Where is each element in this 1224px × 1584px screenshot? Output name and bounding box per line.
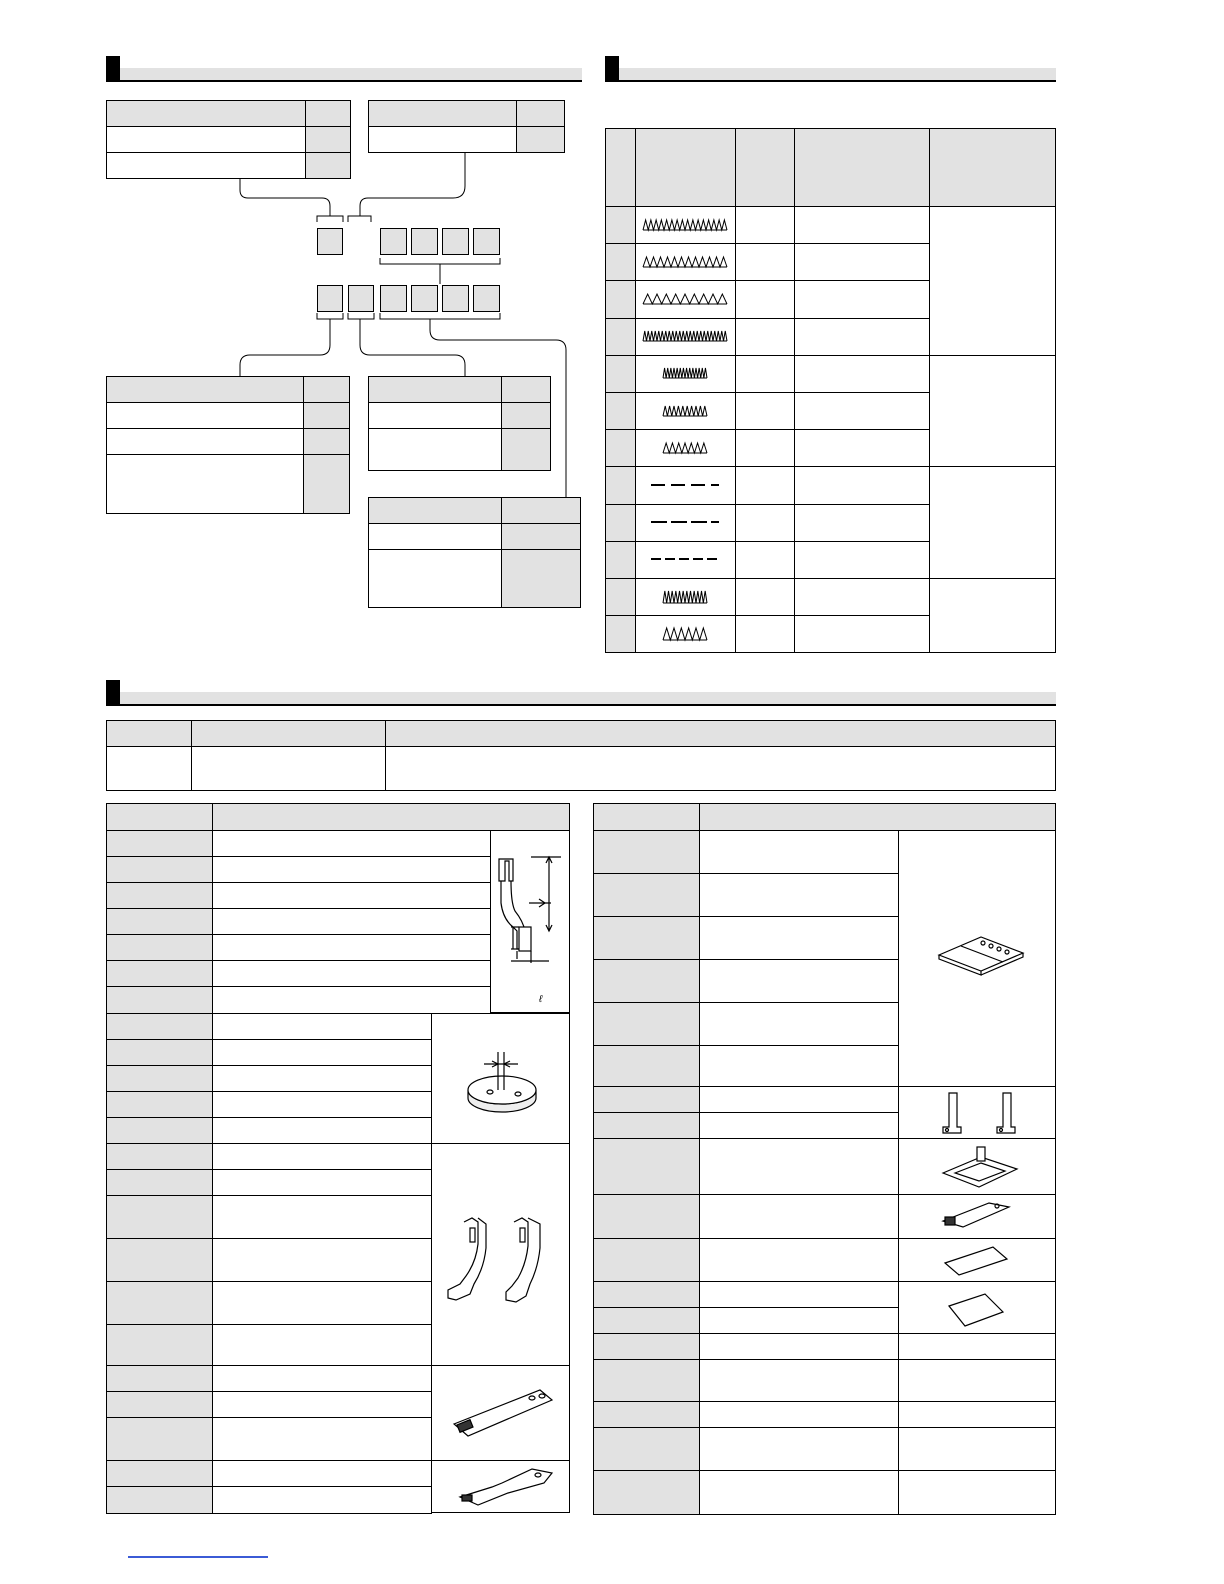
sheet-plate-icon bbox=[899, 1282, 1057, 1335]
parts-left-code-cell bbox=[106, 1324, 213, 1367]
parts-left-code-cell bbox=[106, 986, 213, 1014]
parts-left-code-cell bbox=[106, 1391, 213, 1418]
parts-left-description-cell bbox=[212, 1417, 432, 1462]
table-header-cell bbox=[385, 720, 1056, 747]
bed-plate-illustration-cell bbox=[898, 830, 1056, 1087]
parts-left-description-cell bbox=[212, 1065, 432, 1092]
round-plate-icon bbox=[432, 1014, 571, 1145]
parts-left-code-cell bbox=[106, 1486, 213, 1514]
parts-right-extra-cell bbox=[898, 1333, 1056, 1360]
parts-right-code-cell bbox=[593, 1086, 700, 1113]
parts-left-code-cell bbox=[106, 908, 213, 935]
parts-left-description-cell bbox=[212, 830, 491, 857]
parts-right-description-cell bbox=[699, 1002, 899, 1046]
parts-right-description-cell bbox=[699, 1470, 899, 1515]
throat-plate-illustration-cell bbox=[431, 1365, 570, 1461]
parts-right-description-cell bbox=[699, 959, 899, 1003]
parts-right-description-cell bbox=[699, 1112, 899, 1140]
table-header-cell bbox=[593, 803, 700, 831]
parts-left-description-cell bbox=[212, 908, 491, 935]
table-header-cell bbox=[212, 803, 570, 831]
parts-left-code-cell bbox=[106, 1195, 213, 1239]
presser-foot-icon bbox=[491, 831, 571, 1014]
parts-right-description-cell bbox=[699, 1238, 899, 1283]
parts-left-code-cell bbox=[106, 1013, 213, 1040]
parts-left-code-cell bbox=[106, 1143, 213, 1170]
throat-plate-b-illustration-cell bbox=[431, 1460, 570, 1513]
feed-dog-illustration-cell bbox=[431, 1143, 570, 1366]
parts-left-description-cell bbox=[212, 934, 491, 961]
parts-right-description-cell bbox=[699, 1307, 899, 1335]
parts-left-code-cell bbox=[106, 1238, 213, 1282]
throat-plate-icon bbox=[432, 1366, 571, 1462]
cover-plate-icon bbox=[899, 1239, 1057, 1283]
parts-left-code-cell bbox=[106, 1039, 213, 1066]
parts-right-code-cell bbox=[593, 959, 700, 1003]
parts-left-description-cell bbox=[212, 856, 491, 883]
parts-left-description-cell bbox=[212, 960, 491, 987]
parts-right-code-cell bbox=[593, 873, 700, 917]
stitch-pattern-zigzag-3 bbox=[643, 294, 727, 304]
parts-right-code-cell bbox=[593, 1281, 700, 1308]
table-cell bbox=[385, 746, 1056, 791]
parts-left-code-cell bbox=[106, 1091, 213, 1118]
parts-left-description-cell bbox=[212, 1169, 432, 1196]
table-header-cell bbox=[106, 720, 192, 747]
parts-right-description-cell bbox=[699, 873, 899, 917]
parts-left-description-cell bbox=[212, 1091, 432, 1118]
stitch-pattern-zigzag-5 bbox=[663, 368, 707, 378]
table-header-cell bbox=[106, 803, 213, 831]
parts-right-code-cell bbox=[593, 1333, 700, 1360]
frame-plate-illustration-cell bbox=[898, 1138, 1056, 1195]
parts-left-code-cell bbox=[106, 934, 213, 961]
parts-left-code-cell bbox=[106, 1065, 213, 1092]
stitch-pattern-zigzag-4 bbox=[643, 331, 727, 341]
needle-plate-illustration-cell bbox=[431, 1013, 570, 1144]
parts-left-code-cell bbox=[106, 1281, 213, 1325]
parts-left-description-cell bbox=[212, 1391, 432, 1418]
table-cell bbox=[106, 746, 192, 791]
bed-plate-icon bbox=[899, 831, 1057, 1088]
small-plate-illustration-cell bbox=[898, 1194, 1056, 1239]
parts-right-code-cell bbox=[593, 1470, 700, 1515]
parts-left-description-cell bbox=[212, 1143, 432, 1170]
parts-right-code-cell bbox=[593, 1045, 700, 1088]
parts-right-description-cell bbox=[699, 1045, 899, 1088]
parts-left-description-cell bbox=[212, 1117, 432, 1145]
stitch-pattern-zigzag-11 bbox=[663, 591, 707, 603]
parts-left-description-cell bbox=[212, 1195, 432, 1239]
parts-right-description-cell bbox=[699, 1401, 899, 1428]
parts-right-description-cell bbox=[699, 1086, 899, 1113]
parts-left-code-cell bbox=[106, 1460, 213, 1488]
parts-right-description-cell bbox=[699, 916, 899, 960]
parts-right-code-cell bbox=[593, 1194, 700, 1240]
throat-plate-b-icon bbox=[432, 1461, 571, 1514]
parts-left-code-cell bbox=[106, 830, 213, 857]
parts-left-description-cell bbox=[212, 1460, 432, 1488]
parts-left-code-cell bbox=[106, 1365, 213, 1393]
parts-right-code-cell bbox=[593, 1112, 700, 1140]
parts-right-code-cell bbox=[593, 830, 700, 874]
parts-right-code-cell bbox=[593, 1307, 700, 1335]
parts-right-description-cell bbox=[699, 1359, 899, 1403]
parts-left-code-cell bbox=[106, 1417, 213, 1462]
parts-right-description-cell bbox=[699, 1138, 899, 1196]
stitch-pattern-zigzag-12 bbox=[663, 628, 707, 640]
parts-left-description-cell bbox=[212, 986, 491, 1014]
parts-right-code-cell bbox=[593, 1002, 700, 1046]
parts-right-extra-cell bbox=[898, 1401, 1056, 1428]
parts-right-description-cell bbox=[699, 1281, 899, 1308]
table-cell bbox=[191, 746, 386, 791]
bracket-pair-illustration-cell bbox=[898, 1086, 1056, 1139]
parts-left-description-cell bbox=[212, 1281, 432, 1325]
parts-right-description-cell bbox=[699, 1427, 899, 1472]
parts-right-extra-cell bbox=[898, 1359, 1056, 1403]
table-header-cell bbox=[699, 803, 1056, 831]
parts-left-description-cell bbox=[212, 1238, 432, 1282]
parts-right-code-cell bbox=[593, 1138, 700, 1196]
footer-link[interactable] bbox=[128, 1556, 268, 1558]
parts-left-code-cell bbox=[106, 856, 213, 883]
parts-left-description-cell bbox=[212, 1365, 432, 1393]
parts-left-description-cell bbox=[212, 882, 491, 909]
parts-right-description-cell bbox=[699, 1333, 899, 1360]
parts-left-code-cell bbox=[106, 1117, 213, 1145]
parts-left-code-cell bbox=[106, 882, 213, 909]
parts-right-extra-cell bbox=[898, 1427, 1056, 1472]
parts-left-description-cell bbox=[212, 1486, 432, 1514]
parts-left-description-cell bbox=[212, 1324, 432, 1367]
presser-foot-illustration-cell bbox=[490, 830, 570, 1013]
sheet-plate-illustration-cell bbox=[898, 1281, 1056, 1334]
parts-right-description-cell bbox=[699, 1194, 899, 1240]
stitch-pattern-zigzag-1 bbox=[643, 220, 727, 230]
parts-left-code-cell bbox=[106, 1169, 213, 1196]
parts-right-code-cell bbox=[593, 1238, 700, 1283]
stitch-pattern-zigzag-7 bbox=[663, 443, 707, 453]
frame-plate-icon bbox=[899, 1139, 1057, 1196]
stitch-pattern-graphics bbox=[0, 0, 1224, 700]
parts-left-code-cell bbox=[106, 960, 213, 987]
parts-right-description-cell bbox=[699, 830, 899, 874]
parts-right-extra-cell bbox=[898, 1470, 1056, 1515]
parts-left-description-cell bbox=[212, 1013, 432, 1040]
length-symbol: ℓ bbox=[539, 994, 543, 1005]
stitch-pattern-zigzag-6 bbox=[663, 406, 707, 416]
cover-plate-illustration-cell bbox=[898, 1238, 1056, 1282]
bracket-pair-icon bbox=[899, 1087, 1057, 1140]
stitch-pattern-zigzag-2 bbox=[643, 257, 727, 267]
parts-right-code-cell bbox=[593, 1359, 700, 1403]
parts-right-code-cell bbox=[593, 916, 700, 960]
parts-left-description-cell bbox=[212, 1039, 432, 1066]
table-header-cell bbox=[191, 720, 386, 747]
small-plate-icon bbox=[899, 1195, 1057, 1240]
parts-right-code-cell bbox=[593, 1427, 700, 1472]
feed-foot-pair-icon bbox=[432, 1144, 571, 1367]
parts-right-code-cell bbox=[593, 1401, 700, 1428]
